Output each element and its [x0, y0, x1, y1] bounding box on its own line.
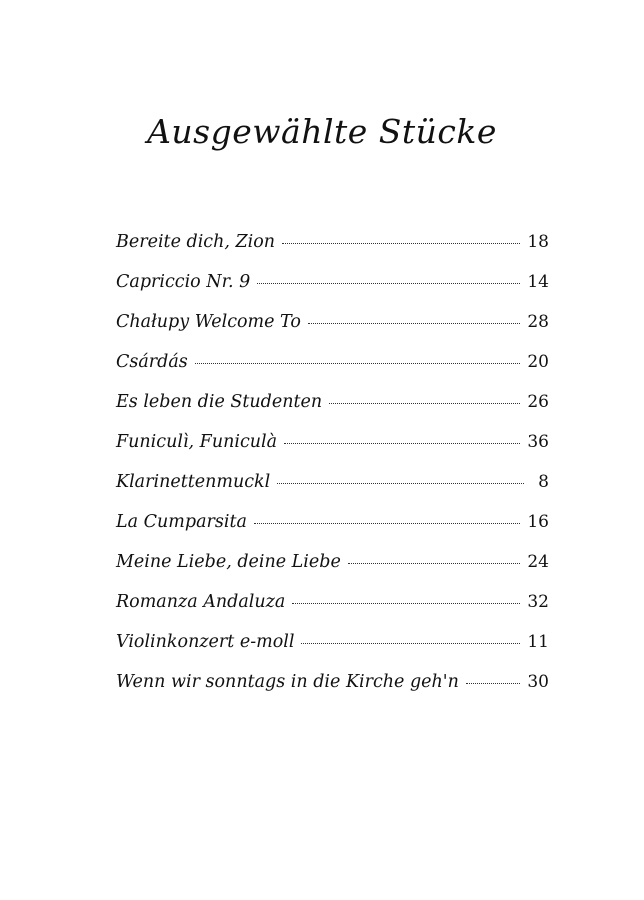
toc-entry-title: Capriccio Nr. 9 — [116, 272, 251, 292]
toc-entry[interactable] — [116, 232, 549, 272]
dot-leader — [329, 403, 520, 404]
toc-entry[interactable] — [116, 472, 549, 512]
toc-entry-title: Bereite dich, Zion — [116, 232, 276, 252]
toc-entry-page: 30 — [527, 672, 549, 692]
toc-entry-page: 36 — [527, 432, 549, 452]
toc-entry-page: 26 — [527, 392, 549, 412]
toc-entry[interactable] — [116, 672, 549, 712]
toc-entry[interactable] — [116, 632, 549, 672]
toc-entry[interactable] — [116, 592, 549, 632]
toc-entry-page: 11 — [527, 632, 549, 652]
toc-entry-title: Romanza Andaluza — [116, 592, 286, 612]
toc-entry-page: 8 — [538, 472, 549, 492]
toc-entry-page: 16 — [527, 512, 549, 532]
toc-entry-page: 18 — [527, 232, 549, 252]
toc-entry-title: Es leben die Studenten — [116, 392, 323, 412]
toc-entry-title: Meine Liebe, deine Liebe — [116, 552, 341, 572]
toc-entry[interactable] — [116, 432, 549, 472]
dot-leader — [348, 563, 521, 564]
toc-entry[interactable] — [116, 312, 549, 352]
toc-entry[interactable] — [116, 392, 549, 432]
dot-leader — [301, 643, 520, 644]
dot-leader — [284, 443, 520, 444]
toc-entry-page: 20 — [527, 352, 549, 372]
toc-entry-page: 32 — [527, 592, 549, 612]
toc-entry[interactable] — [116, 272, 549, 312]
dot-leader — [254, 523, 520, 524]
toc-entry[interactable] — [116, 552, 549, 592]
dot-leader — [257, 283, 520, 284]
toc-entry-page: 24 — [527, 552, 549, 572]
toc-entry[interactable] — [116, 512, 549, 552]
toc-entry-title: Funiculì, Funiculà — [116, 432, 278, 452]
toc-entry-title: Csárdás — [116, 352, 188, 372]
dot-leader — [282, 243, 520, 244]
toc-entry-title: Violinkonzert e-moll — [116, 632, 295, 652]
toc-entry-title: Wenn wir sonntags in die Kirche geh'n — [116, 672, 459, 692]
dot-leader — [308, 323, 520, 324]
dot-leader — [292, 603, 520, 604]
dot-leader — [277, 483, 524, 484]
toc-entry-title: Klarinettenmuckl — [116, 472, 271, 492]
dot-leader — [466, 683, 520, 684]
dot-leader — [195, 363, 521, 364]
page-title: Ausgewählte Stücke — [147, 112, 497, 151]
toc-entry-title: Chałupy Welcome To — [116, 312, 301, 332]
table-of-contents — [116, 232, 549, 712]
toc-entry-title: La Cumparsita — [116, 512, 247, 532]
toc-entry[interactable] — [116, 352, 549, 392]
toc-entry-page: 28 — [527, 312, 549, 332]
toc-entry-page: 14 — [527, 272, 549, 292]
